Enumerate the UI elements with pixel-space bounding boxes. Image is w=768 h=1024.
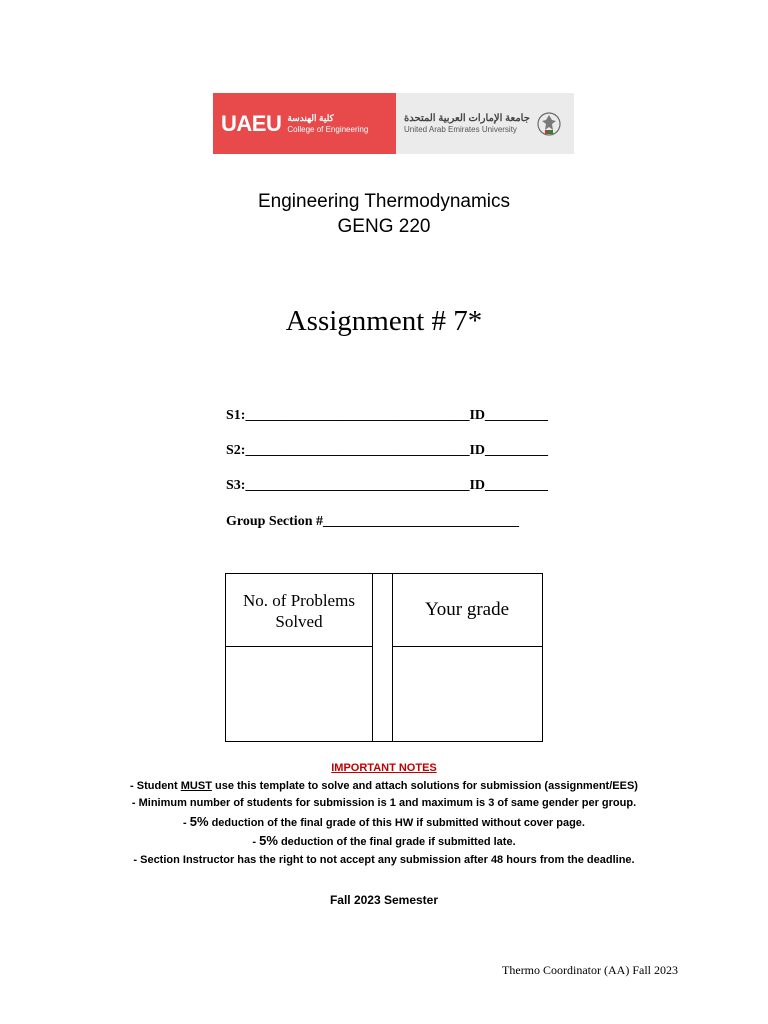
college-name [287,113,368,135]
logo-banner [213,93,574,154]
note-percent: 5% [189,813,209,829]
footer-text: Thermo Coordinator (AA) Fall 2023 [502,963,678,977]
note-text: deduction of the final grade if submitted late. [277,836,516,848]
note-text: - [183,816,190,829]
university-name-english: United Arab Emirates University [404,124,517,134]
assignment-title: Assignment # 7* [285,305,483,337]
student3-field[interactable]: S3:________________________________ID_________ [226,478,549,493]
group-section-field[interactable]: Group Section #____________________________ [226,514,519,529]
uaeu-wordmark: UAEU [221,110,282,136]
student2-field[interactable]: S2:________________________________ID_________ [226,443,549,458]
problems-solved-cell[interactable] [226,647,372,741]
university-name-arabic: جامعة الإمارات العربية المتحدة [404,112,530,124]
note-item [0,813,768,833]
student1-field[interactable]: S1:________________________________ID_________ [226,408,549,423]
important-notes [0,760,768,869]
college-name-arabic: كلية الهندسة [287,112,334,123]
note-item [0,832,768,852]
table-divider [372,574,373,741]
note-item: - Section Instructor has the right to not accept any submission after 48 hours from the deadline. [133,853,635,866]
problems-header-line1: No. of Problems [243,591,355,610]
course-code: GENG 220 [337,216,431,237]
note-text: - Student [130,779,181,792]
your-grade-cell[interactable] [393,647,542,741]
problems-header-line2: Solved [275,612,323,631]
semester-label: Fall 2023 Semester [329,893,439,907]
note-item: - Minimum number of students for submission is 1 and maximum is 3 of same gender per group. [131,797,637,809]
problems-solved-header [226,590,372,632]
note-percent: 5% [259,833,278,848]
university-name [404,113,530,135]
course-title: Engineering Thermodynamics [257,191,511,212]
grade-table [225,573,543,742]
note-text: deduction of the final grade of this HW if submitted without cover page. [208,816,585,829]
note-text: - [252,836,260,848]
note-item [0,778,768,796]
notes-title: IMPORTANT NOTES [331,762,437,774]
note-text: use this template to solve and attach solutions for submission (assignment/EES) [211,779,638,792]
university-logo [396,93,574,154]
note-emphasis: MUST [180,779,212,792]
college-name-english: College of Engineering [287,124,369,134]
college-logo [213,93,396,154]
your-grade-header: Your grade [424,599,510,620]
falcon-emblem-icon [536,109,562,139]
